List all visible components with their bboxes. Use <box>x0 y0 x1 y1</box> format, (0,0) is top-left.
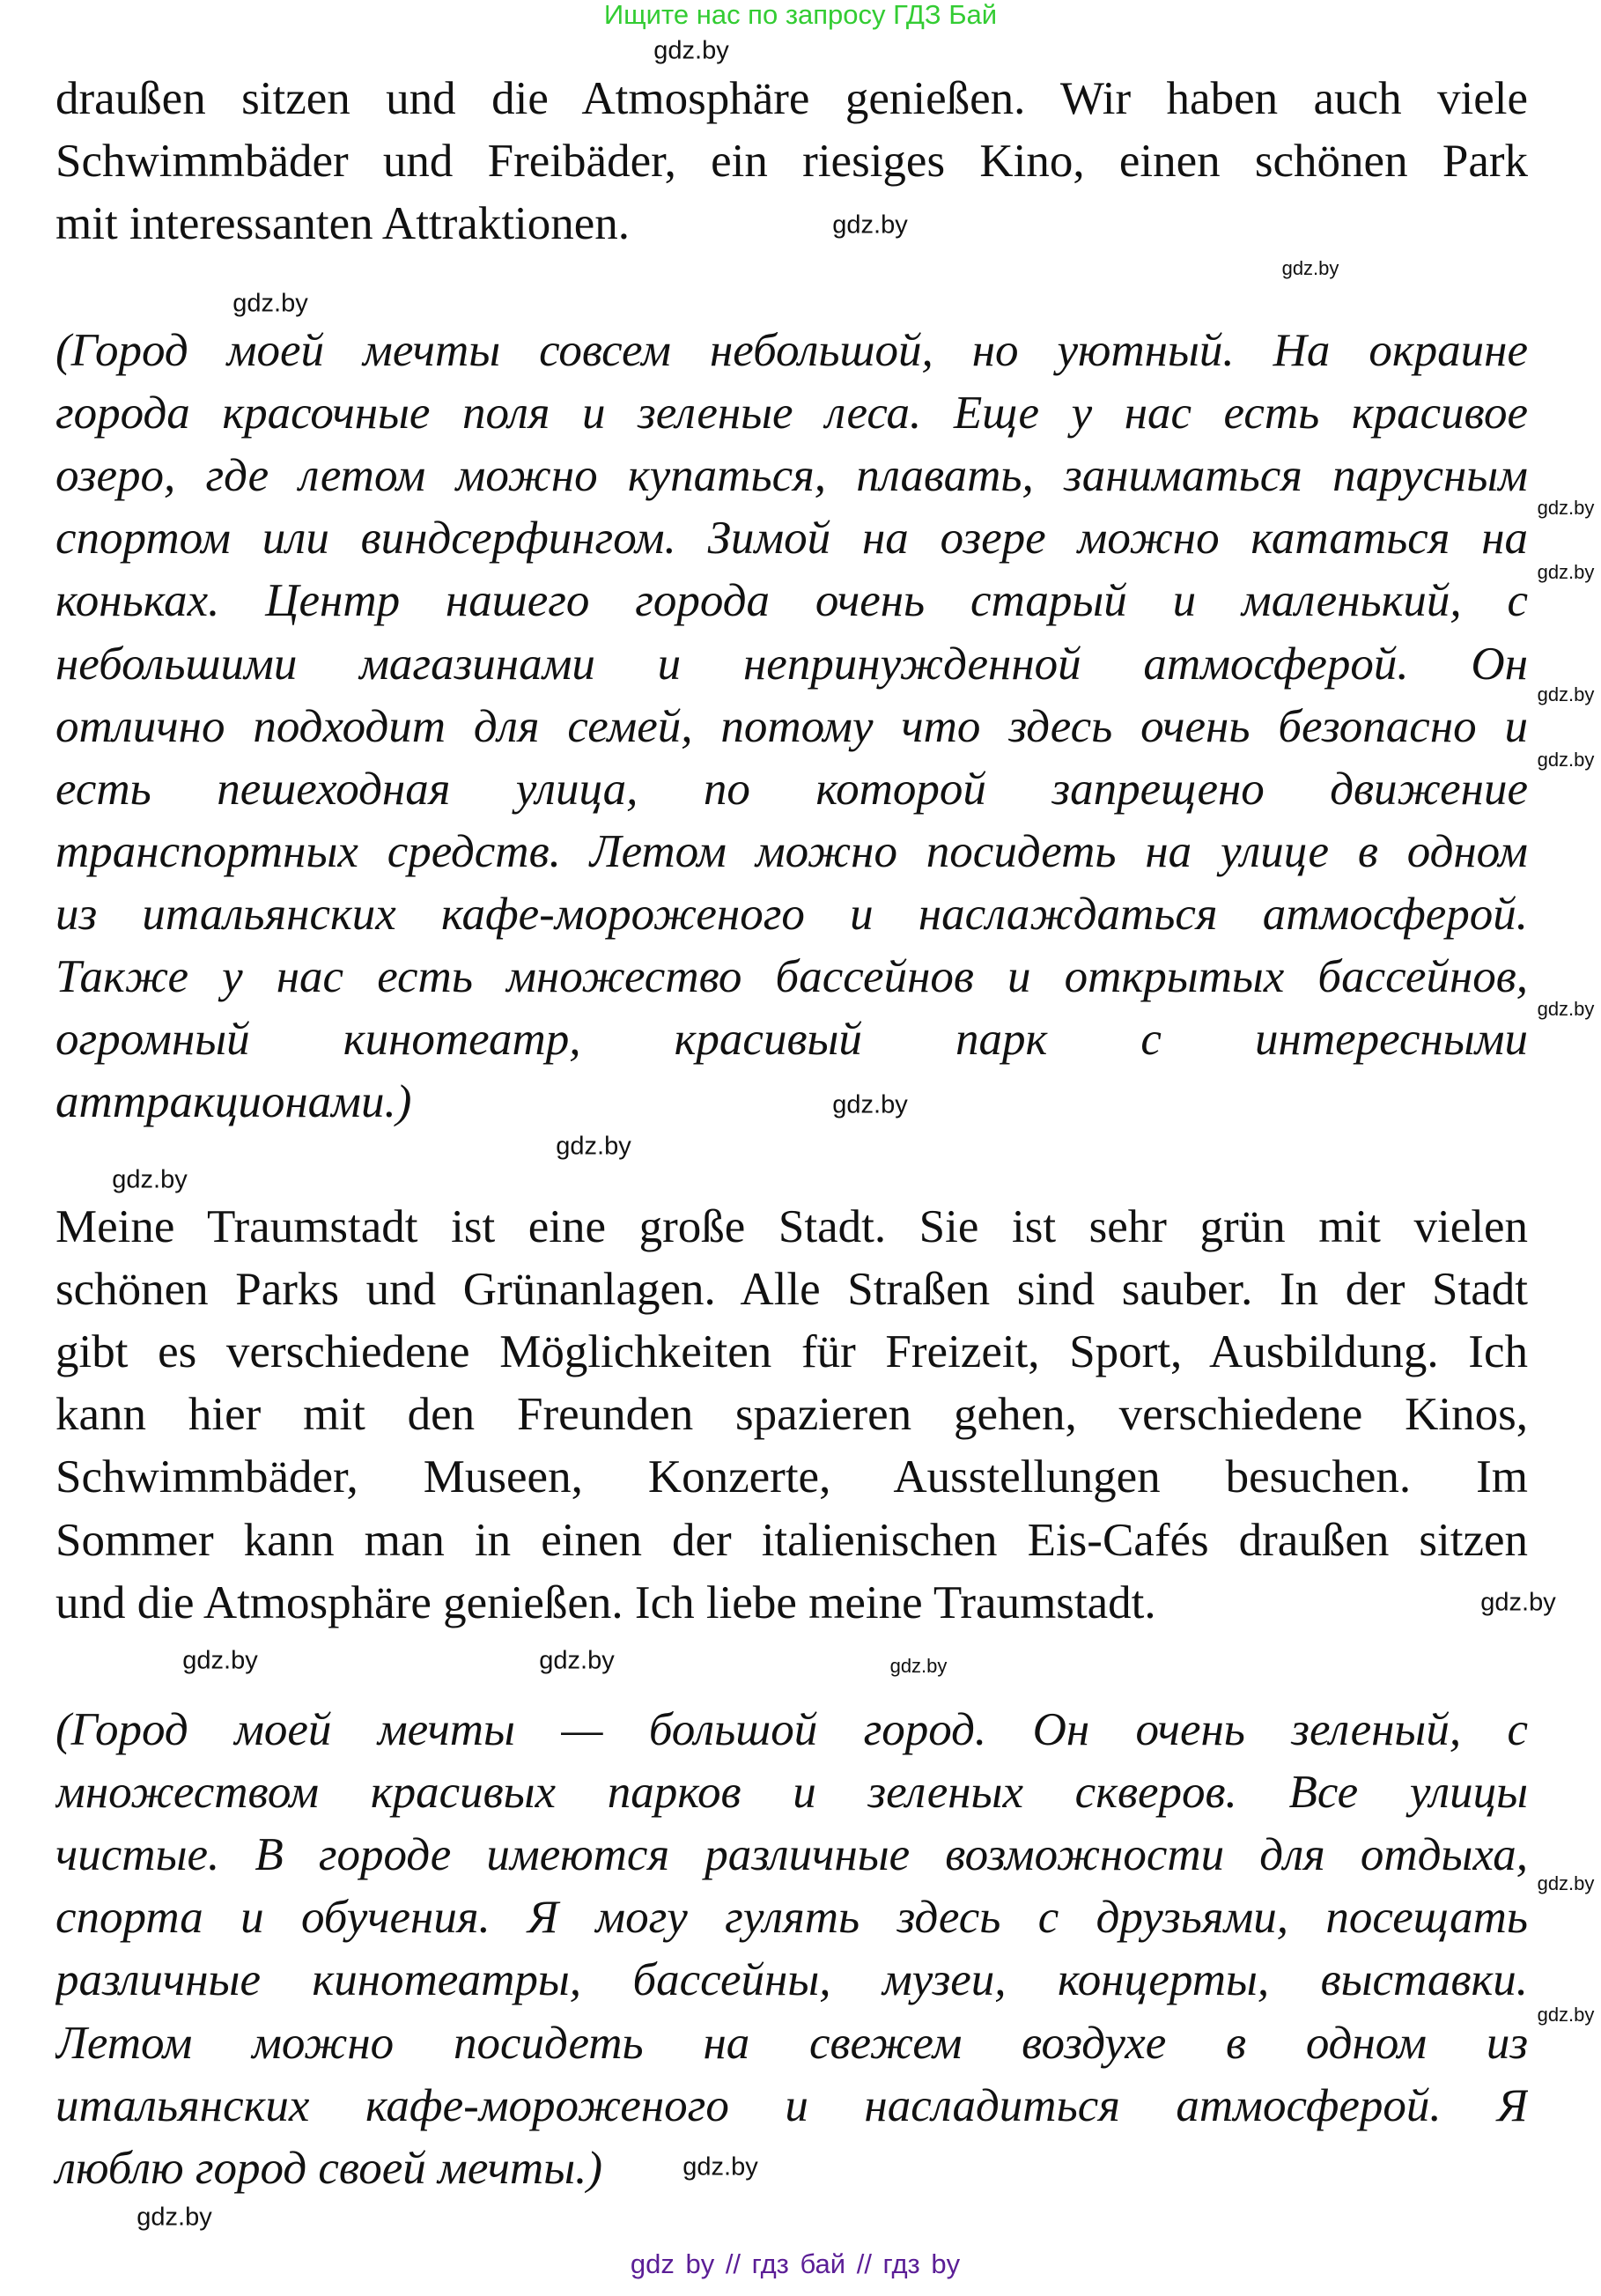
paragraph-line: различные кинотеатры, бассейны, музеи, концерты, выставки. <box>55 1954 1528 2006</box>
watermark: gdz.by <box>1281 257 1339 279</box>
paragraph-line: множеством красивых парков и зеленых скверов. Все улицы <box>55 1767 1528 1819</box>
watermark: gdz.by <box>539 1646 615 1675</box>
paragraph-line: Schwimmbäder, Museen, Konzerte, Ausstellungen besuchen. Im <box>55 1451 1528 1503</box>
paragraph-line: спорта и обучения. Я могу гулять здесь с друзьями, посещать <box>55 1892 1528 1944</box>
paragraph-line: (Город моей мечты совсем небольшой, но уютный. На окраине <box>55 325 1528 376</box>
watermark: gdz.by <box>1537 497 1595 519</box>
paragraph-line: итальянских кафе-мороженого и насладиться атмосферой. Я <box>55 2079 1528 2131</box>
paragraph-line: есть пешеходная улица, по которой запрещено движение <box>55 763 1528 815</box>
watermark: gdz.by <box>182 1646 258 1675</box>
watermark: gdz.by <box>136 2203 212 2232</box>
paragraph-line: небольшими магазинами и непринужденной атмосферой. Он <box>55 638 1528 690</box>
paragraph-line: schönen Parks und Grünanlagen. Alle Straßen sind sauber. In der Stadt <box>55 1264 1528 1316</box>
watermark: gdz.by <box>832 1090 908 1119</box>
paragraph-line: Также у нас есть множество бассейнов и открытых бассейнов, <box>55 951 1528 1002</box>
watermark: gdz.by <box>1537 683 1595 705</box>
paragraph-line: озеро, где летом можно купаться, плавать, заниматься парусным <box>55 450 1528 502</box>
paragraph-line: mit interessanten Attraktionen. <box>55 198 631 250</box>
watermark: gdz.by <box>1537 561 1595 583</box>
watermark: gdz.by <box>889 1655 948 1677</box>
watermark: gdz.by <box>112 1165 188 1194</box>
footer-links[interactable]: gdz by // гдз бай // гдз by <box>630 2248 961 2279</box>
paragraph-line: коньках. Центр нашего города очень старый и маленький, с <box>55 575 1528 627</box>
paragraph-line: огромный кинотеатр, красивый парк с интересными <box>55 1014 1528 1066</box>
paragraph-line: gibt es verschiedene Möglichkeiten für Freizeit, Sport, Ausbildung. Ich <box>55 1326 1528 1378</box>
search-banner[interactable]: Ищите нас по запросу ГДЗ Бай <box>603 0 998 30</box>
paragraph-line: (Город моей мечты — большой город. Он очень зеленый, с <box>55 1704 1528 1755</box>
paragraph-line: Летом можно посидеть на свежем воздухе в одном из <box>55 2017 1528 2069</box>
watermark: gdz.by <box>682 2152 758 2182</box>
paragraph-line: draußen sitzen und die Atmosphäre genießen. Wir haben auch viele <box>55 73 1528 124</box>
paragraph-line: отлично подходит для семей, потому что здесь очень безопасно и <box>55 700 1528 752</box>
paragraph-line: Schwimmbäder und Freibäder, ein riesiges Kino, einen schönen Park <box>55 136 1528 188</box>
paragraph-line: люблю город своей мечты.) <box>55 2142 602 2194</box>
watermark: gdz.by <box>1537 998 1595 1020</box>
watermark: gdz.by <box>1537 2004 1595 2026</box>
paragraph-line: спортом или виндсерфингом. Зимой на озере можно кататься на <box>55 513 1528 565</box>
paragraph-line: города красочные поля и зеленые леса. Еще у нас есть красивое <box>55 388 1528 439</box>
watermark: gdz.by <box>556 1132 631 1161</box>
paragraph-line: из итальянских кафе-мороженого и наслаждаться атмосферой. <box>55 888 1528 940</box>
paragraph-line: kann hier mit den Freunden spazieren gehen, verschiedene Kinos, <box>55 1389 1528 1441</box>
watermark: gdz.by <box>832 210 908 240</box>
paragraph-line: und die Atmosphäre genießen. Ich liebe meine Traumstadt. <box>55 1576 1156 1628</box>
watermark: gdz.by <box>1480 1588 1556 1617</box>
paragraph-line: аттракционами.) <box>55 1076 412 1128</box>
watermark: gdz.by <box>232 289 308 318</box>
paragraph-line: транспортных средств. Летом можно посидеть на улице в одном <box>55 825 1528 877</box>
paragraph-line: Sommer kann man in einen der italienischen Eis-Cafés draußen sitzen <box>55 1514 1528 1566</box>
watermark: gdz.by <box>1537 749 1595 771</box>
watermark: gdz.by <box>653 36 729 65</box>
paragraph-line: чистые. В городе имеются различные возможности для отдыха, <box>55 1829 1528 1881</box>
paragraph-line: Meine Traumstadt ist eine große Stadt. Sie ist sehr grün mit vielen <box>55 1201 1528 1252</box>
watermark: gdz.by <box>1537 1872 1595 1894</box>
